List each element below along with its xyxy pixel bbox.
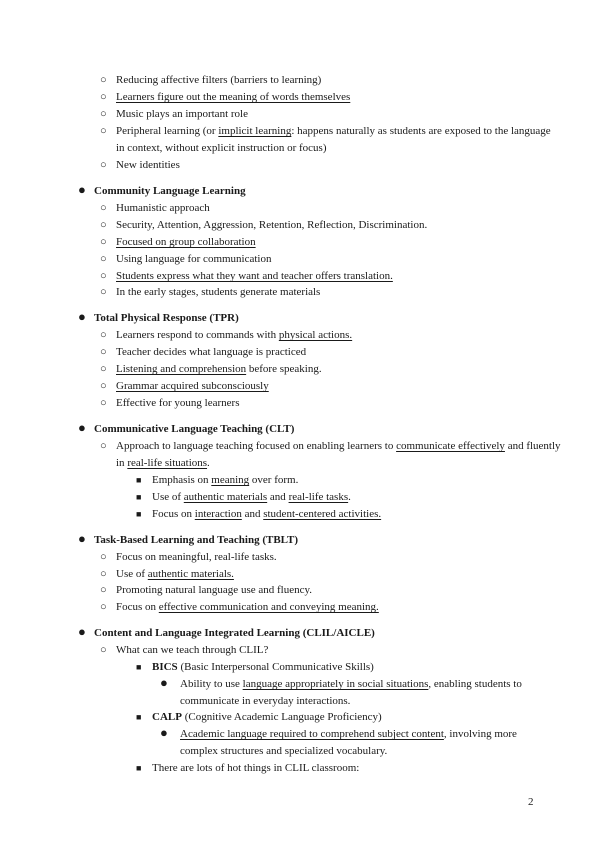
section-heading-tblt: Task-Based Learning and Teaching (TBLT) [94,534,298,546]
circle-bullet-icon: ○ [100,329,107,341]
list-item-continuation: in context, without explicit instruction or focus) [116,142,327,154]
list-item: New identities [116,159,180,171]
circle-bullet-icon: ○ [100,551,107,563]
list-item: Emphasis on meaning over form. [152,474,299,486]
section-heading-clil: Content and Language Integrated Learning (CLIL/AICLE) [94,627,375,639]
list-item: Effective for young learners [116,397,240,409]
list-item: Students express what they want and teacher offers translation. [116,270,393,282]
square-bullet-icon: ■ [136,712,142,722]
list-item-continuation: in real-life situations. [116,457,210,469]
list-item: Ability to use language appropriately in social situations, enabling students to [180,678,522,690]
square-bullet-icon: ■ [136,509,142,519]
list-item: What can we teach through CLIL? [116,644,269,656]
section-heading-cll: Community Language Learning [94,185,246,197]
disc-bullet-icon: ● [160,725,168,740]
disc-bullet-icon: ● [160,675,168,690]
circle-bullet-icon: ○ [100,236,107,248]
disc-bullet-icon: ● [78,531,86,546]
circle-bullet-icon: ○ [100,346,107,358]
list-item-continuation: complex structures and specialized vocabulary. [180,745,388,757]
list-item: Peripheral learning (or implicit learning: happens naturally as students are exposed to the language [116,125,551,137]
circle-bullet-icon: ○ [100,91,107,103]
disc-bullet-icon: ● [78,309,86,324]
list-item-continuation: communicate in everyday interactions. [180,695,351,707]
circle-bullet-icon: ○ [100,363,107,375]
list-item: In the early stages, students generate materials [116,286,321,298]
circle-bullet-icon: ○ [100,253,107,265]
circle-bullet-icon: ○ [100,108,107,120]
section-heading-tpr: Total Physical Response (TPR) [94,312,239,324]
list-item: Security, Attention, Aggression, Retention, Reflection, Discrimination. [116,219,428,231]
list-item: Focus on meaningful, real-life tasks. [116,551,277,563]
list-item: There are lots of hot things in CLIL classroom: [152,762,360,774]
list-item: Humanistic approach [116,202,210,214]
disc-bullet-icon: ● [78,420,86,435]
square-bullet-icon: ■ [136,763,142,773]
list-item: Learners respond to commands with physical actions. [116,329,353,341]
square-bullet-icon: ■ [136,492,142,502]
list-item: Focused on group collaboration [116,236,256,248]
list-item: Use of authentic materials and real-life tasks. [152,491,351,503]
list-item: Grammar acquired subconsciously [116,380,269,392]
list-item: Music plays an important role [116,108,248,120]
list-item: Learners figure out the meaning of words themselves [116,91,351,103]
circle-bullet-icon: ○ [100,270,107,282]
circle-bullet-icon: ○ [100,568,107,580]
list-item: Use of authentic materials. [116,568,234,580]
list-item: Focus on effective communication and conveying meaning. [116,601,379,613]
list-item: Teacher decides what language is practiced [116,346,307,358]
page-number: 2 [528,796,534,808]
circle-bullet-icon: ○ [100,202,107,214]
square-bullet-icon: ■ [136,662,142,672]
circle-bullet-icon: ○ [100,584,107,596]
circle-bullet-icon: ○ [100,601,107,613]
circle-bullet-icon: ○ [100,74,107,86]
list-item: CALP (Cognitive Academic Language Proficiency) [152,711,382,723]
circle-bullet-icon: ○ [100,380,107,392]
square-bullet-icon: ■ [136,475,142,485]
list-item: Academic language required to comprehend subject content, involving more [180,728,517,740]
list-item: Using language for communication [116,253,272,265]
list-item: BICS (Basic Interpersonal Communicative Skills) [152,661,374,673]
circle-bullet-icon: ○ [100,644,107,656]
disc-bullet-icon: ● [78,182,86,197]
list-item: Listening and comprehension before speaking. [116,363,322,375]
circle-bullet-icon: ○ [100,397,107,409]
section-heading-clt: Communicative Language Teaching (CLT) [94,423,295,435]
disc-bullet-icon: ● [78,624,86,639]
circle-bullet-icon: ○ [100,440,107,452]
list-item: Focus on interaction and student-centered activities. [152,508,382,520]
circle-bullet-icon: ○ [100,159,107,171]
circle-bullet-icon: ○ [100,219,107,231]
circle-bullet-icon: ○ [100,125,107,137]
circle-bullet-icon: ○ [100,286,107,298]
list-item: Approach to language teaching focused on enabling learners to communicate effectively and fluently [116,440,561,452]
list-item: Reducing affective filters (barriers to learning) [116,74,322,86]
list-item: Promoting natural language use and fluency. [116,584,313,596]
